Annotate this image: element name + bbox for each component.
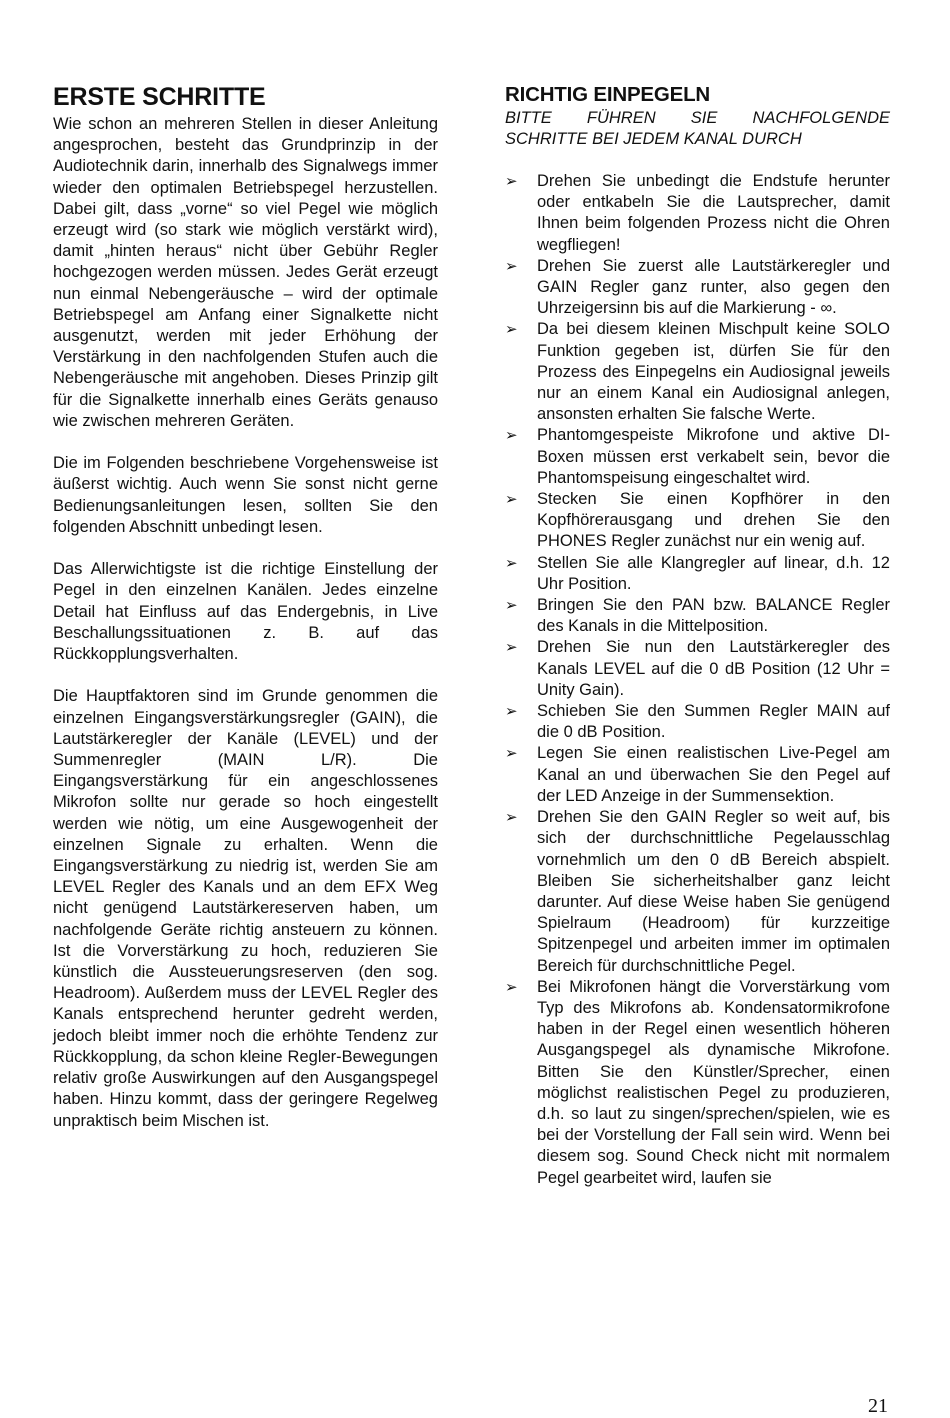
list-item [505, 637, 890, 701]
arrow-bullet-icon: ➢ [505, 744, 518, 763]
list-item-text: Bei Mikrofonen hängt die Vorverstärkung vom Typ des Mikrofons ab. Kondensatormikrofone haben in der Regel einen wesentlich höheren Ausgangspegel als dynamische Mikrofone. Bitten Sie den Künstler/Sprecher, einen möglichst realistischen Pegel zu produzieren, d.h. so laut zu singen/sprechen/spielen, wie es bei der Vorstellung der Fall sein wird. Wenn bei diesem sog. Sound Check nicht mit normalem Pegel gearbeitet wird, laufen sie [537, 977, 890, 1187]
list-item [505, 807, 890, 977]
paragraph: Die im Folgenden beschriebene Vorgehensweise ist äußerst wichtig. Auch wenn Sie sonst nicht gerne Bedienungsanleitungen lesen, sollten Sie den folgenden Abschnitt unbedingt lesen. [53, 454, 438, 536]
arrow-bullet-icon: ➢ [505, 702, 518, 721]
paragraph: Wie schon an mehreren Stellen in dieser Anleitung angesprochen, besteht das Grundprinzip in der Audiotechnik darin, innerhalb des Signalwegs immer wieder den optimalen Betriebspegel herzustellen. Dabei gilt, dass „vorne“ so viel Pegel wie möglich erzeugt wird (so stark wie möglich verstärkt wird), damit „hinten heraus“ nicht über Gebühr Regler hochgezogen werden müssen. Jedes Gerät erzeugt nun einmal Nebengeräusche – wird der optimale Betriebspegel am Anfang einer Signalkette nicht ausgenutzt, werden mit jeder Erhöhung der Verstärkung in den nachfolgenden Stufen auch die Nebengeräusche mit angehoben. Dieses Prinzip gilt für die Signalkette innerhalb eines Geräts genauso wie zwischen mehreren Geräten. [53, 115, 438, 430]
arrow-bullet-icon: ➢ [505, 320, 518, 339]
arrow-bullet-icon: ➢ [505, 256, 518, 275]
arrow-bullet-icon: ➢ [505, 977, 518, 996]
list-item [505, 743, 890, 807]
list-item-text: Drehen Sie nun den Lautstärkeregler des Kanals LEVEL auf die 0 dB Position (12 Uhr = Unity Gain). [537, 638, 890, 699]
paragraph: Die Hauptfaktoren sind im Grunde genommen die einzelnen Eingangsverstärkungsregler (GAIN), die Lautstärkeregler der Kanäle (LEVEL) und der Summenregler (MAIN L/R). Die Eingangsverstärkung für ein angeschlossenes Mikrofon sollte nur gerade so hoch eingestellt werden wie nötig, um eine Ausgewogenheit der einzelnen Signale zu erhalten. Wenn die Eingangsverstärkung zu niedrig ist, werden Sie am LEVEL Regler des Kanals und an dem EFX Weg nicht genügend Lautstärkereserven haben, um nachfolgende Geräte richtig ansteuern zu können. Ist die Vorverstärkung zu hoch, reduzieren Sie künstlich die Aussteuerungsreserven (den sog. Headroom). Außerdem muss der LEVEL Regler des Kanals entsprechend herunter gedreht werden, jedoch bleibt immer noch die erhöhte Tendenz zur Rückkopplung, da schon kleine Regler-Bewegungen relativ große Auswirkungen auf den Ausgangspegel haben. Hinzu kommt, dass der geringere Regelweg unpraktisch beim Mischen ist. [53, 687, 438, 1130]
list-item [505, 319, 890, 425]
left-column [53, 82, 438, 1153]
list-item [505, 425, 890, 489]
list-item [505, 977, 890, 1189]
right-column [505, 82, 890, 1189]
list-item [505, 553, 890, 595]
arrow-bullet-icon: ➢ [505, 490, 518, 509]
list-item-text: Stellen Sie alle Klangregler auf linear, d.h. 12 Uhr Position. [537, 553, 890, 593]
list-item [505, 701, 890, 743]
arrow-bullet-icon: ➢ [505, 426, 518, 445]
section-title-richtig-einpegeln: RICHTIG EINPEGELN [505, 83, 711, 106]
arrow-bullet-icon: ➢ [505, 808, 518, 827]
arrow-bullet-icon: ➢ [505, 638, 518, 657]
list-item [505, 489, 890, 553]
arrow-bullet-icon: ➢ [505, 172, 518, 190]
list-item-text: Da bei diesem kleinen Mischpult keine SOLO Funktion gegeben ist, dürfen Sie für den Prozess des Einpegelns ein Audiosignal jeweils nur an einem Kanal ein Audiosignal anlegen, ansonsten erhalten Sie falsche Werte. [537, 320, 890, 424]
section-subtitle-line-2: SCHRITTE BEI JEDEM KANAL DURCH [505, 130, 802, 148]
list-item-text: Drehen Sie zuerst alle Lautstärkeregler und GAIN Regler ganz runter, also gegen den Uhrzeigersinn bis auf die Markierung - ∞. [537, 256, 890, 318]
section-subtitle-line-1: BITTE FÜHREN SIE NACHFOLGENDE [505, 109, 890, 127]
arrow-bullet-icon: ➢ [505, 596, 518, 615]
list-item [505, 171, 890, 256]
list-item-text: Schieben Sie den Summen Regler MAIN auf die 0 dB Position. [537, 702, 890, 742]
list-item-text: Drehen Sie unbedingt die Endstufe herunter oder entkabeln Sie die Lautsprecher, damit Ihnen beim folgenden Prozess nicht die Ohren wegfliegen! [537, 172, 890, 254]
list-item-text: Phantomgespeiste Mikrofone und aktive DI-Boxen müssen erst verkabelt sein, bevor die Phantomspeisung eingeschaltet wird. [537, 426, 890, 487]
step-list [505, 171, 890, 1189]
list-item-text: Bringen Sie den PAN bzw. BALANCE Regler des Kanals in die Mittelposition. [537, 596, 890, 636]
section-title-erste-schritte: ERSTE SCHRITTE [53, 83, 266, 111]
list-item [505, 595, 890, 637]
list-item-text: Drehen Sie den GAIN Regler so weit auf, bis sich der durchschnittliche Pegelausschlag vornehmlich um den 0 dB Bereich abspielt. Bleiben Sie sicherheitshalber ganz leicht darunter. Auf diese Weise haben Sie genügend Spielraum (Headroom) für kurzzeitige Spitzenpegel und arbeiten immer im optimalen Bereich für durchschnittliche Pegel. [537, 808, 890, 975]
list-item-text: Stecken Sie einen Kopfhörer in den Kopfhörerausgang und drehen Sie den PHONES Regler zunächst nur ein wenig auf. [537, 490, 890, 551]
list-item-text: Legen Sie einen realistischen Live-Pegel am Kanal an und überwachen Sie den Pegel auf der LED Anzeige in der Summensektion. [537, 744, 890, 805]
arrow-bullet-icon: ➢ [505, 553, 518, 572]
page-number: 21 [868, 1395, 888, 1417]
list-item [505, 256, 890, 320]
paragraph: Das Allerwichtigste ist die richtige Einstellung der Pegel in den einzelnen Kanälen. Jedes einzelne Detail hat Einfluss auf das Endergebnis, in Live Beschallungssituationen z. B. auf das Rückkopplungsverhalten. [53, 560, 438, 664]
